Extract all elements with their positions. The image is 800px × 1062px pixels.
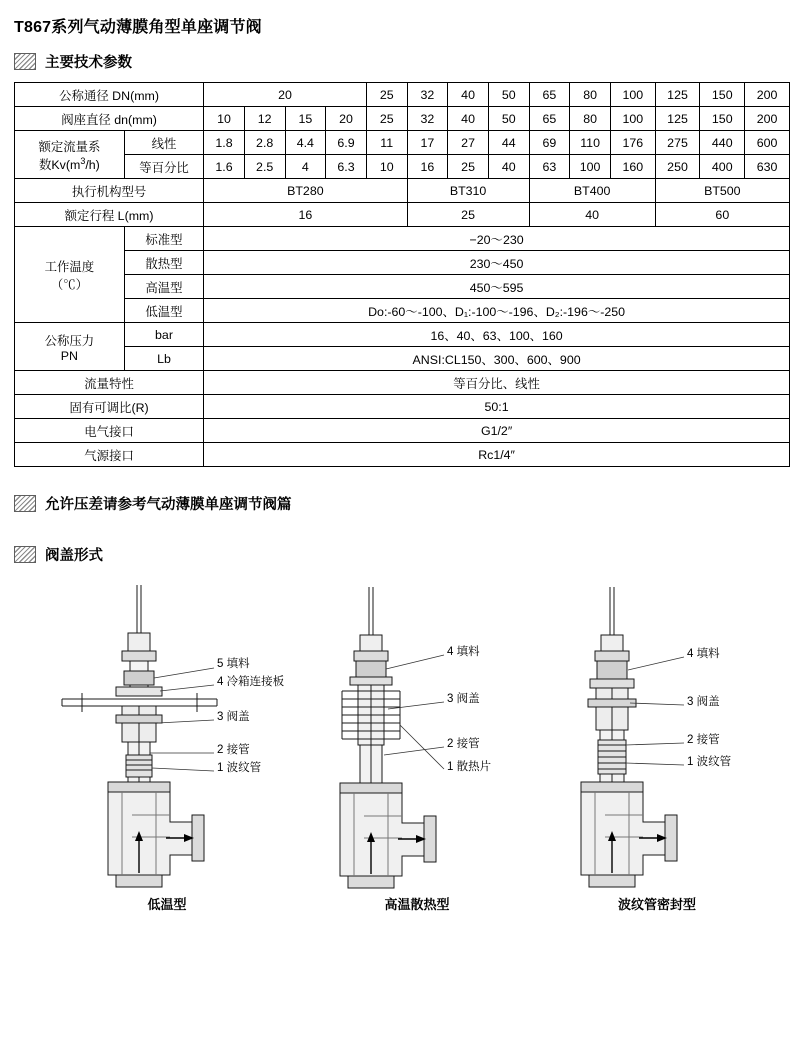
cell-kvlin-2: 4.4 — [285, 131, 326, 155]
figure-caption: 低温型 — [147, 897, 187, 912]
cell-dnseat-10: 100 — [610, 107, 655, 131]
temp-type-standard: 标准型 — [124, 227, 203, 251]
callout-label: 2 接管 — [447, 738, 480, 750]
table-row — [15, 299, 790, 323]
table-row — [15, 419, 790, 443]
kv-type-equal-percentage: 等百分比 — [124, 155, 203, 179]
callout-label: 1 波纹管 — [217, 762, 262, 774]
cell-dnseat-2: 15 — [285, 107, 326, 131]
valve-drawing-low-temperature — [42, 575, 292, 895]
callout-label: 2 接管 — [217, 744, 250, 756]
cell-dn-2: 32 — [407, 83, 448, 107]
table-row — [15, 347, 790, 371]
cell-temp-high: 450～595 — [204, 275, 790, 299]
cell-dnseat-9: 80 — [570, 107, 611, 131]
cell-dn-4: 50 — [488, 83, 529, 107]
callout-label: 5 填料 — [217, 658, 250, 670]
row-label-rangeability: 固有可调比(R) — [15, 395, 204, 419]
valve-drawing-high-temperature — [292, 575, 542, 895]
kv-type-linear: 线性 — [124, 131, 203, 155]
cell-kveq-11: 250 — [655, 155, 700, 179]
cell-kvlin-13: 600 — [745, 131, 790, 155]
callout-label: 4 填料 — [447, 646, 480, 658]
table-row — [15, 203, 790, 227]
cell-kvlin-1: 2.8 — [244, 131, 285, 155]
table-row — [15, 227, 790, 251]
cell-kvlin-3: 6.9 — [326, 131, 367, 155]
cell-kvlin-0: 1.8 — [204, 131, 245, 155]
row-label-travel: 额定行程 L(mm) — [15, 203, 204, 227]
cell-kveq-8: 63 — [529, 155, 570, 179]
temp-type-low: 低温型 — [124, 299, 203, 323]
table-row — [15, 179, 790, 203]
hatched-square-icon — [14, 546, 36, 563]
section-header-bonnet-types — [14, 544, 788, 565]
cell-dn-0: 20 — [204, 83, 367, 107]
table-row — [15, 155, 790, 179]
cell-dnseat-12: 150 — [700, 107, 745, 131]
temp-type-radiating: 散热型 — [124, 251, 203, 275]
cell-kvlin-8: 69 — [529, 131, 570, 155]
bonnet-drawings — [12, 575, 788, 915]
cell-dn-7: 100 — [610, 83, 655, 107]
callout-label: 3 阀盖 — [447, 693, 480, 705]
cell-dnseat-5: 32 — [407, 107, 448, 131]
cell-kveq-9: 100 — [570, 155, 611, 179]
cell-dnseat-8: 65 — [529, 107, 570, 131]
table-row — [15, 251, 790, 275]
figure-high-temperature — [292, 575, 542, 915]
section-title: 允许压差请参考气动薄膜单座调节阀篇 — [45, 497, 292, 513]
cell-kvlin-7: 44 — [488, 131, 529, 155]
cell-dnseat-11: 125 — [655, 107, 700, 131]
callout-label: 4 冷箱连接板 — [217, 676, 285, 688]
row-label-dn-seat: 阀座直径 dn(mm) — [15, 107, 204, 131]
cell-kveq-5: 16 — [407, 155, 448, 179]
pn-unit-bar: bar — [124, 323, 203, 347]
section-header-pressure-drop — [14, 493, 788, 514]
cell-travel-2: 40 — [529, 203, 655, 227]
cell-kvlin-6: 27 — [448, 131, 489, 155]
section-header-specs — [14, 51, 788, 72]
cell-pn-lb: ANSI:CL150、300、600、900 — [204, 347, 790, 371]
cell-dnseat-6: 40 — [448, 107, 489, 131]
table-row — [15, 131, 790, 155]
cell-dnseat-1: 12 — [244, 107, 285, 131]
callout-label: 2 接管 — [687, 734, 720, 746]
callout-label: 3 阀盖 — [217, 711, 250, 723]
cell-dn-10: 200 — [745, 83, 790, 107]
table-row — [15, 83, 790, 107]
section-title: 阀盖形式 — [45, 548, 103, 564]
cell-kvlin-12: 440 — [700, 131, 745, 155]
cell-actuator-1: BT310 — [407, 179, 529, 203]
cell-travel-1: 25 — [407, 203, 529, 227]
cell-dnseat-4: 25 — [366, 107, 407, 131]
callout-label: 3 阀盖 — [687, 696, 720, 708]
row-label-flow-characteristic: 流量特性 — [15, 371, 204, 395]
table-row — [15, 443, 790, 467]
row-label-pn: 公称压力 PN — [15, 323, 125, 371]
cell-kvlin-10: 176 — [610, 131, 655, 155]
cell-kveq-0: 1.6 — [204, 155, 245, 179]
cell-travel-3: 60 — [655, 203, 789, 227]
cell-temp-low: Do:-60～-100、D₁:-100～-196、D₂:-196～-250 — [204, 299, 790, 323]
cell-temp-standard: −20～230 — [204, 227, 790, 251]
cell-kvlin-5: 17 — [407, 131, 448, 155]
cell-rangeability: 50:1 — [204, 395, 790, 419]
cell-dnseat-7: 50 — [488, 107, 529, 131]
temp-type-high: 高温型 — [124, 275, 203, 299]
row-label-actuator: 执行机构型号 — [15, 179, 204, 203]
cell-kvlin-4: 11 — [366, 131, 407, 155]
cell-dn-9: 150 — [700, 83, 745, 107]
row-label-kv: 额定流量系 数$Kv(m^3/h)$ — [15, 131, 125, 179]
page-title: T867系列气动薄膜角型单座调节阀 — [14, 19, 262, 36]
table-row — [15, 323, 790, 347]
cell-kveq-4: 10 — [366, 155, 407, 179]
cell-kveq-13: 630 — [745, 155, 790, 179]
row-label-air-connection: 气源接口 — [15, 443, 204, 467]
cell-dn-1: 25 — [366, 83, 407, 107]
table-row — [15, 395, 790, 419]
cell-dn-3: 40 — [448, 83, 489, 107]
table-row — [15, 371, 790, 395]
callout-label: 1 波纹管 — [687, 756, 732, 768]
cell-kvlin-9: 110 — [570, 131, 611, 155]
cell-electrical-connection: G1/2″ — [204, 419, 790, 443]
cell-kveq-2: 4 — [285, 155, 326, 179]
table-row — [15, 107, 790, 131]
row-label-electrical-connection: 电气接口 — [15, 419, 204, 443]
row-label-temperature: 工作温度 （℃） — [15, 227, 125, 323]
cell-dn-6: 80 — [570, 83, 611, 107]
cell-actuator-3: BT500 — [655, 179, 789, 203]
callout-label: 4 填料 — [687, 648, 720, 660]
hatched-square-icon — [14, 495, 36, 512]
row-label-dn: 公称通径 DN(mm) — [15, 83, 204, 107]
cell-kveq-10: 160 — [610, 155, 655, 179]
cell-travel-0: 16 — [204, 203, 407, 227]
cell-dn-5: 65 — [529, 83, 570, 107]
cell-kvlin-11: 275 — [655, 131, 700, 155]
valve-drawing-bellows-seal — [532, 575, 782, 895]
hatched-square-icon — [14, 53, 36, 70]
cell-air-connection: Rc1/4″ — [204, 443, 790, 467]
callout-label: 1 散热片 — [447, 761, 492, 773]
cell-kveq-6: 25 — [448, 155, 489, 179]
cell-temp-radiating: 230～450 — [204, 251, 790, 275]
cell-pn-bar: 16、40、63、100、160 — [204, 323, 790, 347]
cell-dnseat-3: 20 — [326, 107, 367, 131]
section-title: 主要技术参数 — [45, 55, 132, 71]
specifications-table — [14, 82, 790, 467]
cell-dn-8: 125 — [655, 83, 700, 107]
figure-low-temperature — [42, 575, 292, 915]
cell-kveq-7: 40 — [488, 155, 529, 179]
figure-bellows-seal — [532, 575, 782, 915]
cell-kveq-3: 6.3 — [326, 155, 367, 179]
figure-caption: 波纹管密封型 — [617, 897, 696, 912]
cell-actuator-2: BT400 — [529, 179, 655, 203]
cell-dnseat-13: 200 — [745, 107, 790, 131]
pn-unit-lb: Lb — [124, 347, 203, 371]
cell-kveq-12: 400 — [700, 155, 745, 179]
cell-dnseat-0: 10 — [204, 107, 245, 131]
cell-flow-characteristic: 等百分比、线性 — [204, 371, 790, 395]
figure-caption: 高温散热型 — [384, 897, 450, 912]
cell-actuator-0: BT280 — [204, 179, 407, 203]
cell-kveq-1: 2.5 — [244, 155, 285, 179]
table-row — [15, 275, 790, 299]
